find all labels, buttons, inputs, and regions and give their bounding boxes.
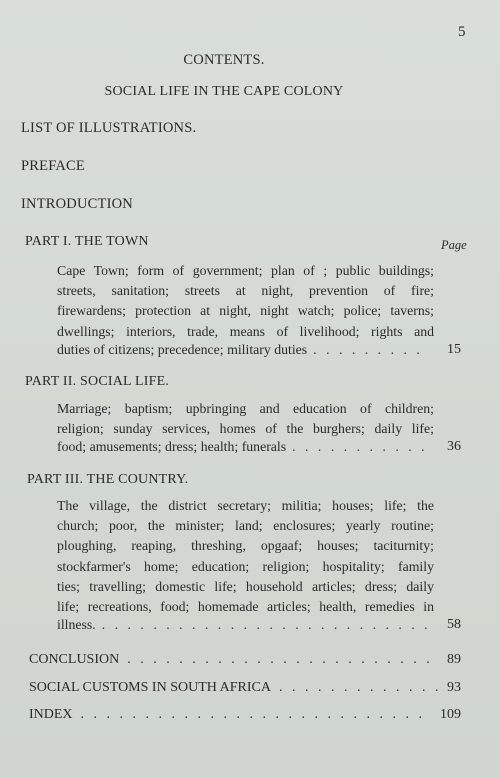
part-2-page: 36 <box>447 439 461 454</box>
summary-line: religion; sunday services, homes of the burghers; daily life; <box>57 421 434 437</box>
toc-index <box>29 707 461 723</box>
dot-leader <box>81 707 432 723</box>
toc-entry-label: CONCLUSION <box>29 652 120 667</box>
summary-line: The village, the district secretary; militia; houses; life; the <box>57 498 434 513</box>
summary-line: stockfarmer's home; education; religion; hospitality; family <box>57 558 434 574</box>
summary-line: Cape Town; form of government; plan of ; public buildings; <box>57 263 434 278</box>
toc-conclusion <box>29 652 461 668</box>
summary-line: ploughing, reaping, threshing, opgaaf; houses; taciturnity; <box>57 538 434 554</box>
page-column-label: Page <box>441 238 467 252</box>
part-3-summary <box>57 496 434 617</box>
part-3-title: PART III. THE COUNTRY. <box>27 472 189 487</box>
summary-line: food; amusements; dress; health; funerals <box>57 439 287 454</box>
part-3-page: 58 <box>447 617 461 632</box>
dot-leader <box>102 617 428 633</box>
toc-entry-page: 93 <box>447 680 461 695</box>
toc-entry-label: SOCIAL CUSTOMS IN SOUTH AFRICA <box>29 680 271 695</box>
toc-entry-page: 89 <box>447 652 461 667</box>
summary-line: church; poor, the minister; land; enclosures; yearly routine; <box>57 518 434 534</box>
contents-heading: CONTENTS. <box>183 52 265 68</box>
toc-social-customs <box>29 680 461 696</box>
dot-leader <box>313 342 428 358</box>
dot-leader <box>279 680 439 696</box>
part-2-summary <box>57 399 434 439</box>
part-1-title: PART I. THE TOWN <box>25 234 149 249</box>
part-1-summary <box>57 261 434 342</box>
part-1-last-line <box>57 342 434 358</box>
part-1-page: 15 <box>447 342 461 357</box>
toc-entry-page: 109 <box>440 707 461 722</box>
toc-preface: PREFACE <box>21 158 85 174</box>
summary-line: dwellings; interiors, trade, means of livelihood; rights and <box>57 323 434 339</box>
book-title: SOCIAL LIFE IN THE CAPE COLONY <box>104 84 344 99</box>
summary-line: streets, sanitation; streets at night, prevention of fire; <box>57 283 434 299</box>
part-2-last-line <box>57 439 434 455</box>
dot-leader <box>292 439 428 455</box>
summary-line: life; recreations, food; homemade articles; health, remedies in <box>57 598 434 614</box>
page-number: 5 <box>458 24 466 40</box>
toc-list-of-illustrations: LIST OF ILLUSTRATIONS. <box>21 120 197 136</box>
summary-line: ties; travelling; domestic life; household articles; dress; daily <box>57 578 434 594</box>
summary-line: firewardens; protection at night, night watch; police; taverns; <box>57 303 434 319</box>
toc-introduction: INTRODUCTION <box>21 196 133 212</box>
summary-line: duties of citizens; precedence; military duties <box>57 342 308 357</box>
dot-leader <box>127 652 439 668</box>
part-2-title: PART II. SOCIAL LIFE. <box>25 374 170 389</box>
summary-line: illness. <box>57 617 96 632</box>
summary-line: Marriage; baptism; upbringing and education of children; <box>57 401 434 416</box>
toc-entry-label: INDEX <box>29 707 73 722</box>
part-3-last-line <box>57 617 434 633</box>
